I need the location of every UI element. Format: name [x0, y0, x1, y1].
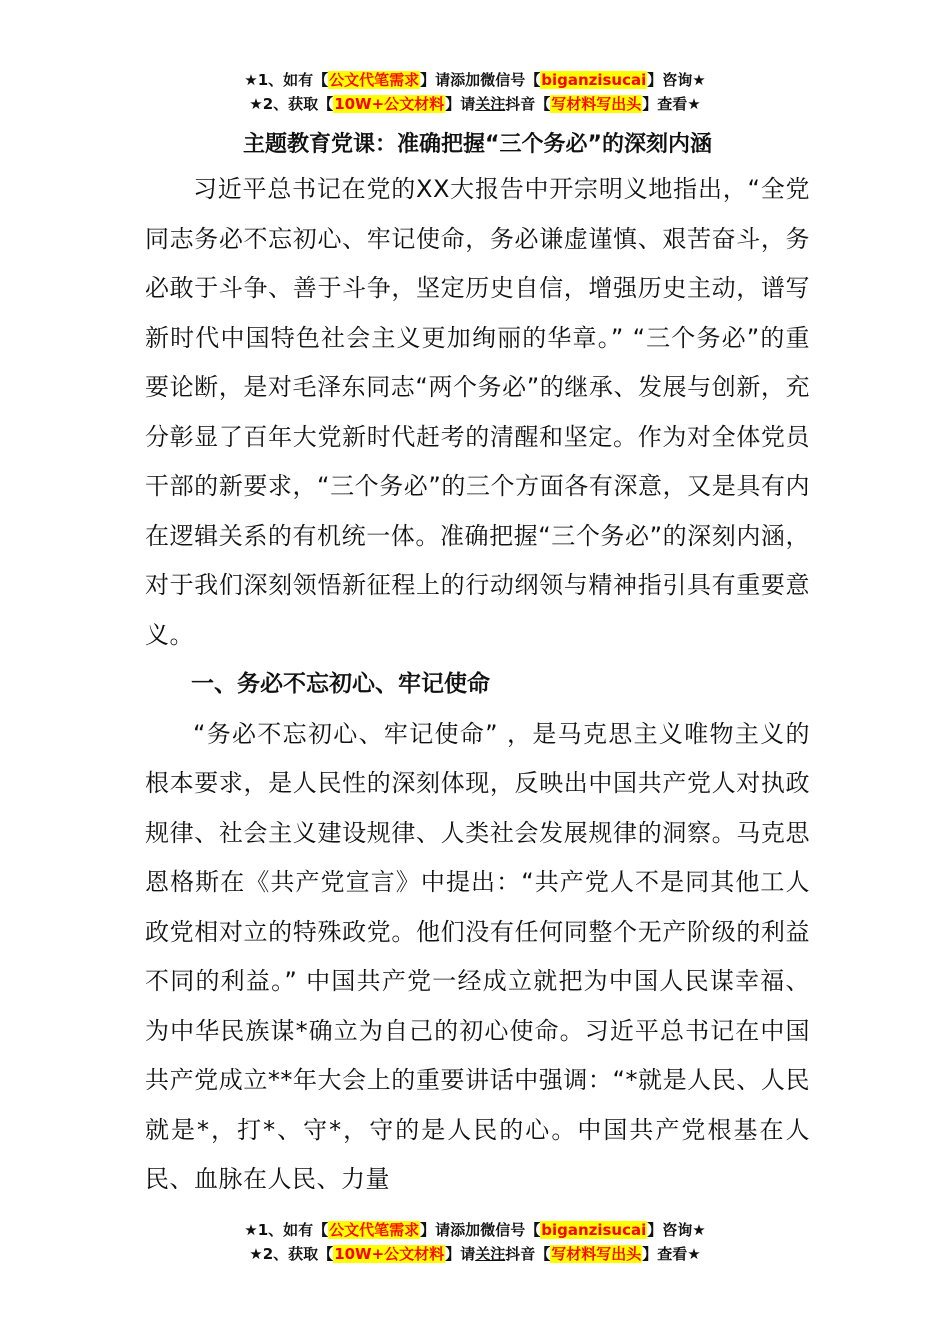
- promo-line-2: [0, 1242, 950, 1266]
- promo-highlight: 公文代笔需求: [329, 1221, 420, 1239]
- document-body: [145, 125, 810, 1205]
- promo-line-2: [0, 92, 950, 116]
- promo-text: 】请添加: [420, 71, 481, 89]
- promo-text: 微信号【: [480, 71, 541, 89]
- douyin-id-highlight: 写材料写出头: [551, 1245, 642, 1263]
- promo-text: ★1、如有【: [244, 1221, 329, 1239]
- wechat-id-highlight: biganzisucai: [541, 71, 647, 89]
- promo-text: 】请: [445, 95, 476, 113]
- promo-text: 】咨询★: [647, 1221, 706, 1239]
- intro-paragraph: 习近平总书记在党的XX大报告中开宗明义地指出，“全党同志务必不忘初心、牢记使命，务必谦虚谨慎、艰苦奋斗，务必敢于斗争、善于斗争，坚定历史自信，增强历史主动，谱写新时代中国特色社会主义更加绚丽的华章。” “三个务必”的重要论断，是对毛泽东同志“两个务必”的继承、发展与创新，充分彰显了百年大党新时代赶考的清醒和坚定。作为对全体党员干部的新要求，“三个务必”的三个方面各有深意，又是具有内在逻辑关系的有机统一体。准确把握“三个务必”的深刻内涵，对于我们深刻领悟新征程上的行动纲领与精神指引具有重要意义。: [145, 175, 810, 649]
- promo-text: 】查看★: [642, 1245, 701, 1263]
- promo-text: ★2、获取【: [249, 95, 334, 113]
- section-paragraph: “务必不忘初心、牢记使命” ，是马克思主义唯物主义的根本要求，是人民性的深刻体现，反映出中国共产党人对执政规律、社会主义建设规律、人类社会发展规律的洞察。马克思恩格斯在《共产党宣言》中提出：“共产党人不是同其他工人政党相对立的特殊政党。他们没有任何同整个无产阶级的利益不同的利益。” 中国共产党一经成立就把为中国人民谋幸福、为中华民族谋*确立为自己的初心使命。习近平总书记在中国共产党成立**年大会上的重要讲话中强调：“*就是人民、人民就是*，打*、守*，守的是人民的心。中国共产党根基在人民、血脉在人民、力量: [145, 719, 810, 1193]
- promo-text: 微信号【: [480, 1221, 541, 1239]
- promo-line-1: [0, 68, 950, 92]
- promo-underlined: 关注: [475, 1245, 506, 1263]
- promo-highlight: 10W+公文材料: [334, 1245, 445, 1263]
- promo-underlined: 关注: [475, 95, 506, 113]
- section-heading: 一、务必不忘初心、牢记使命: [191, 671, 490, 697]
- promo-text: 抖音【: [505, 95, 551, 113]
- promo-text: 】请添加: [420, 1221, 481, 1239]
- wechat-id-highlight: biganzisucai: [541, 1221, 647, 1239]
- promo-text: 】请: [445, 1245, 476, 1263]
- document-title: 主题教育党课：准确把握“三个务必”的深刻内涵: [243, 132, 712, 157]
- promo-banner-bottom: [0, 1218, 950, 1266]
- promo-text: ★1、如有【: [244, 71, 329, 89]
- promo-text: 】查看★: [642, 95, 701, 113]
- promo-line-1: [0, 1218, 950, 1242]
- promo-text: 抖音【: [505, 1245, 551, 1263]
- promo-text: ★2、获取【: [249, 1245, 334, 1263]
- douyin-id-highlight: 写材料写出头: [551, 95, 642, 113]
- promo-banner-top: [0, 68, 950, 116]
- promo-text: 】咨询★: [647, 71, 706, 89]
- promo-highlight: 10W+公文材料: [334, 95, 445, 113]
- promo-highlight: 公文代笔需求: [329, 71, 420, 89]
